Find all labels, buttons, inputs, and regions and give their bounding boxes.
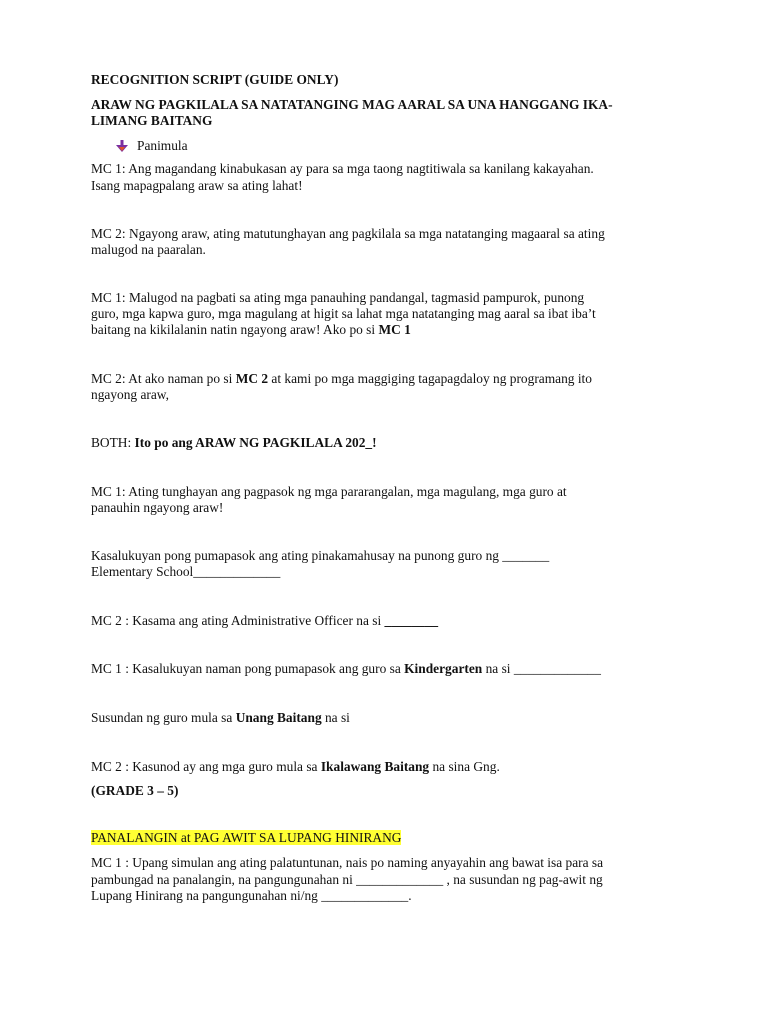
paragraph-3-text: baitang na kikilalanin natin ngayong araw! Ako po si: [91, 322, 379, 337]
paragraph-1-line-1: MC 1: Ang magandang kinabukasan ay para sa mga taong nagtitiwala sa kanilang kakayahan.: [91, 161, 594, 176]
paragraph-4-text-b: at kami po mga maggiging tagapagdaloy ng programang ito: [268, 371, 592, 386]
bullet-item-panimula: [116, 138, 188, 154]
paragraph-10-text-b: na si: [321, 710, 350, 725]
paragraph-3-line-2: guro, mga kapwa guro, mga magulang at higit sa lahat mga natatanging mag aaral sa ibat iba’t: [91, 306, 596, 321]
paragraph-6-line-1: MC 1: Ating tunghayan ang pagpasok ng mga pararangalan, mga magulang, mga guro at: [91, 484, 567, 499]
paragraph-10: [91, 710, 691, 726]
paragraph-8-text: MC 2 : Kasama ang ating Administrative Officer na si: [91, 613, 385, 628]
doc-heading-line-1: ARAW NG PAGKILALA SA NATATANGING MAG AARAL SA UNA HANGGANG IKA-: [91, 97, 613, 112]
paragraph-11-text-b: na sina Gng.: [429, 759, 500, 774]
down-arrow-bullet-icon: [116, 140, 128, 152]
paragraph-13-line-2: pambungad na panalangin, na pangungunahan ni _____________ , na susundan ng pag-awit ng: [91, 872, 603, 887]
paragraph-4-line-1: [91, 371, 691, 387]
section-heading-line: [91, 830, 691, 846]
paragraph-2-line-1: MC 2: Ngayong araw, ating matutunghayan ang pagkilala sa mga natatanging magaaral sa ating: [91, 226, 605, 241]
paragraph-11-text-a: MC 2 : Kasunod ay ang mga guro mula sa: [91, 759, 321, 774]
admin-officer-blank: ________: [384, 613, 439, 628]
bullet-label: Panimula: [137, 138, 188, 153]
ikalawang-baitang-bold: Ikalawang Baitang: [320, 759, 430, 774]
paragraph-4-text-a: MC 2: At ako naman po si: [91, 371, 236, 386]
unang-baitang-bold: Unang Baitang: [235, 710, 322, 725]
paragraph-10-text-a: Susundan ng guro mula sa: [91, 710, 236, 725]
grade-range-label: (GRADE 3 – 5): [91, 783, 179, 798]
paragraph-2-line-2: malugod na paaralan.: [91, 242, 206, 257]
doc-heading-line-2: LIMANG BAITANG: [91, 113, 213, 128]
paragraph-3-line-3: [91, 322, 691, 338]
paragraph-9-text-b: na si _____________: [482, 661, 601, 676]
paragraph-3-line-1: MC 1: Malugod na pagbati sa ating mga panauhing pandangal, tagmasid pampurok, punong: [91, 290, 585, 305]
mc2-name-bold: MC 2: [235, 371, 269, 386]
paragraph-4-line-2: ngayong araw,: [91, 387, 169, 402]
paragraph-8: [91, 613, 691, 629]
section-heading-highlighted: PANALANGIN at PAG AWIT SA LUPANG HINIRANG: [91, 830, 402, 845]
paragraph-11: [91, 759, 691, 775]
paragraph-7-line-2: Elementary School_____________: [91, 564, 281, 579]
paragraph-13-line-3: Lupang Hinirang na pangungunahan ni/ng _____________.: [91, 888, 412, 903]
both-announcement-bold: Ito po ang ARAW NG PAGKILALA 202_!: [134, 435, 377, 450]
paragraph-7-line-1: Kasalukuyan pong pumapasok ang ating pinakamahusay na punong guro ng _______: [91, 548, 550, 563]
paragraph-6-line-2: panauhin ngayong araw!: [91, 500, 224, 515]
doc-title: RECOGNITION SCRIPT (GUIDE ONLY): [91, 72, 339, 87]
kindergarten-bold: Kindergarten: [404, 661, 483, 676]
paragraph-1-line-2: Isang mapagpalang araw sa ating lahat!: [91, 178, 303, 193]
paragraph-9-text-a: MC 1 : Kasalukuyan naman pong pumapasok ang guro sa: [91, 661, 405, 676]
paragraph-5: [91, 435, 691, 451]
mc1-name-bold: MC 1: [378, 322, 411, 337]
paragraph-9: [91, 661, 691, 677]
both-label: BOTH:: [91, 435, 135, 450]
paragraph-13-line-1: MC 1 : Upang simulan ang ating palatuntunan, nais po naming anyayahin ang bawat isa para sa: [91, 855, 604, 870]
